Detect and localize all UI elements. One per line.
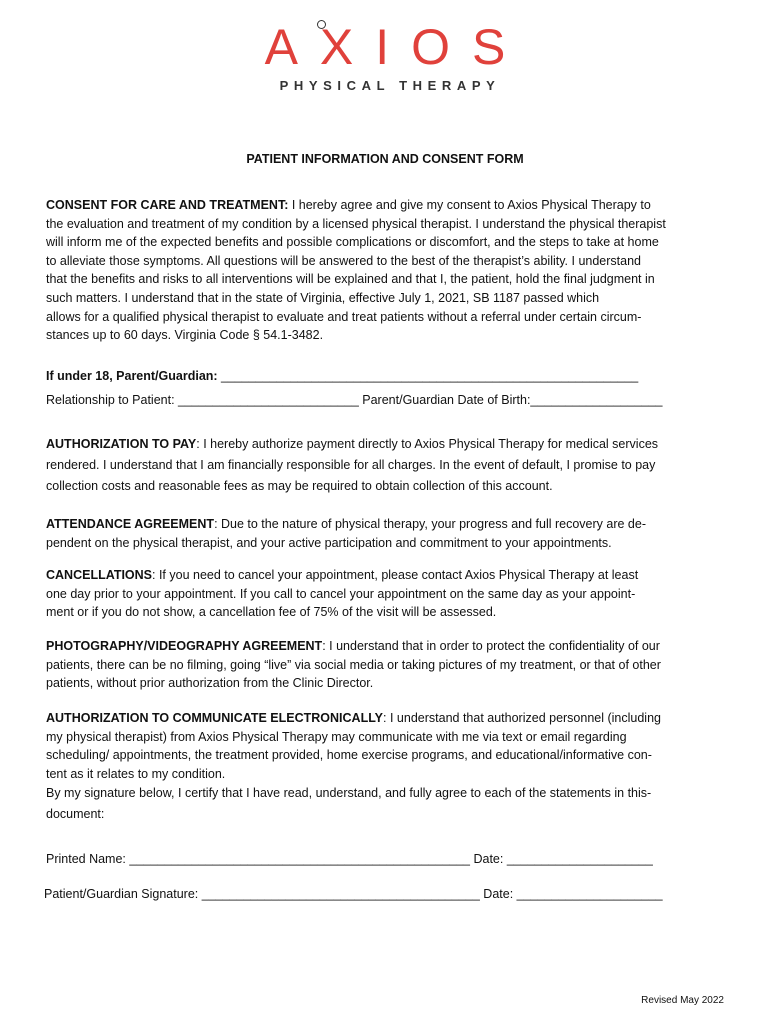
photography-heading: PHOTOGRAPHY/VIDEOGRAPHY AGREEMENT: [46, 639, 323, 653]
cancellations-heading: CANCELLATIONS: [46, 568, 153, 582]
electronic-heading: AUTHORIZATION TO COMMUNICATE ELECTRONICALLY: [46, 711, 384, 725]
cancellations-line: one day prior to your appointment. If you call to cancel your appointment on the same day as your appoint-: [46, 586, 636, 601]
consent-line: will inform me of the expected benefits and possible complications or discomfort, and the steps to take at home: [46, 235, 659, 250]
photography-line: : I understand that in order to protect the confidentiality of our: [322, 639, 660, 653]
electronic-section: [46, 709, 736, 825]
consent-line: allows for a qualified physical therapist to evaluate and treat patients without a referral under certain circum-: [46, 309, 642, 324]
photography-line: patients, without prior authorization from the Clinic Director.: [46, 676, 374, 691]
form-title: PATIENT INFORMATION AND CONSENT FORM: [246, 152, 524, 166]
logo-brand: AXIOS: [264, 19, 528, 75]
logo-ring-icon: [317, 20, 326, 29]
relationship-field[interactable]: Relationship to Patient: __________________________: [46, 393, 359, 407]
guardian-field[interactable]: ____________________________________________________________: [217, 369, 639, 383]
attendance-line: : Due to the nature of physical therapy, your progress and full recovery are de-: [214, 517, 647, 531]
cancellations-section: [46, 566, 736, 622]
cancellations-line: ment or if you do not show, a cancellation fee of 75% of the visit will be assessed.: [46, 605, 497, 620]
printed-name-field[interactable]: Printed Name: _________________________________________________ Date: _____________________: [46, 852, 653, 866]
authorization-pay-line: collection costs and reasonable fees as may be required to obtain collection of this account.: [46, 479, 553, 493]
photography-section: [46, 637, 736, 693]
electronic-line: scheduling/ appointments, the treatment provided, home exercise programs, and educational/informative con-: [46, 748, 652, 763]
consent-line: that the benefits and risks to all interventions will be explained and that I, the patient, hold the final judgment in: [46, 272, 655, 287]
axios-logo: [0, 18, 770, 93]
electronic-line: : I understand that authorized personnel (including: [383, 711, 661, 725]
cancellations-line: : If you need to cancel your appointment, please contact Axios Physical Therapy at least: [152, 568, 639, 582]
consent-line: the evaluation and treatment of my condition by a licensed physical therapist. I understand the physical therapist: [46, 216, 666, 231]
consent-line: such matters. I understand that in the state of Virginia, effective July 1, 2021, SB 1187 passed which: [46, 290, 600, 305]
attendance-section: [46, 515, 736, 552]
authorization-pay-heading: AUTHORIZATION TO PAY: [46, 437, 197, 451]
authorization-pay-line: rendered. I understand that I am financially responsible for all charges. In the event of default, I promise to pay: [46, 458, 656, 472]
electronic-line: my physical therapist) from Axios Physical Therapy may communicate with me via text or email regarding: [46, 729, 627, 744]
signature-field[interactable]: Patient/Guardian Signature: ________________________________________ Date: _____________________: [44, 887, 663, 901]
photography-line: patients, there can be no filming, going “live” via social media or taking pictures of my treatment, or that of other: [46, 657, 661, 672]
attendance-heading: ATTENDANCE AGREEMENT: [46, 517, 215, 531]
relationship-row: [46, 393, 663, 407]
consent-heading: CONSENT FOR CARE AND TREATMENT:: [46, 198, 289, 212]
authorization-pay-line: : I hereby authorize payment directly to Axios Physical Therapy for medical services: [196, 437, 659, 451]
revised-date: Revised May 2022: [641, 995, 724, 1006]
electronic-line: tent as it relates to my condition.: [46, 766, 226, 781]
guardian-dob-field[interactable]: Parent/Guardian Date of Birth:___________________: [362, 393, 663, 407]
consent-line: I hereby agree and give my consent to Axios Physical Therapy to: [288, 198, 651, 212]
guardian-label: If under 18, Parent/Guardian:: [46, 369, 218, 383]
consent-section: [46, 196, 736, 345]
authorization-pay-section: [46, 434, 736, 497]
logo-subtitle: PHYSICAL THERAPY: [279, 78, 501, 93]
logo-mark: [243, 18, 528, 76]
guardian-row: [46, 369, 638, 383]
consent-line: stances up to 60 days. Virginia Code § 54.1-3482.: [46, 328, 324, 343]
certify-line: document:: [46, 807, 105, 822]
attendance-line: pendent on the physical therapist, and your active participation and commitment to your appointments.: [46, 535, 612, 550]
certify-line: By my signature below, I certify that I have read, understand, and fully agree to each of the statements in this-: [46, 786, 652, 801]
consent-line: to alleviate those symptoms. All questions will be answered to the best of the therapist’s ability. I understand: [46, 253, 642, 268]
